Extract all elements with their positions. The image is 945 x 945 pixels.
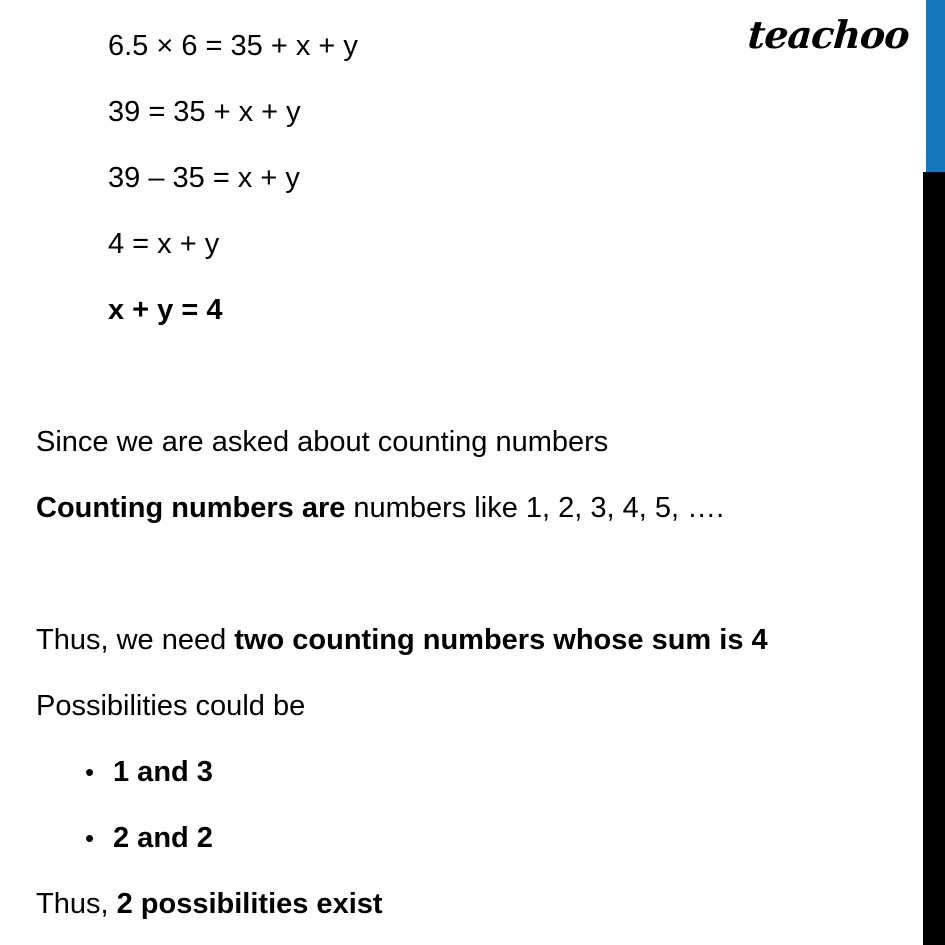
equation-result-line: x + y = 4 [108, 294, 223, 326]
bullet-item-1 [0, 739, 920, 805]
bullet-item-text: 1 and 3 [113, 756, 213, 788]
paragraph-since: Since we are asked about counting numbers [36, 426, 609, 458]
equation-line-2: 39 = 35 + x + y [108, 96, 301, 128]
spacer [0, 541, 920, 607]
equation-line-3: 39 – 35 = x + y [108, 162, 300, 194]
spacer [0, 343, 920, 409]
bullet-item-2 [0, 805, 920, 871]
right-edge-blue-bar [926, 0, 945, 172]
paragraph-counting-numbers [0, 475, 920, 541]
bullet-icon: • [85, 823, 95, 853]
counting-numbers-bold-text: Counting numbers are [36, 492, 346, 524]
counting-numbers-rest-text: numbers like 1, 2, 3, 4, 5, …. [345, 492, 725, 524]
conclusion-plain-text: Thus, [36, 888, 117, 920]
paragraph-possibilities: Possibilities could be [36, 690, 306, 722]
bullet-item-text: 2 and 2 [113, 822, 213, 854]
paragraph-thus-need [0, 607, 920, 673]
thus-need-bold-text: two counting numbers whose sum is 4 [234, 624, 768, 656]
equation-line-4: 4 = x + y [108, 228, 220, 260]
solution-content [0, 13, 920, 937]
bullet-icon: • [85, 757, 95, 787]
right-edge-black-bar [923, 172, 945, 945]
paragraph-conclusion [0, 871, 920, 937]
conclusion-bold-text: 2 possibilities exist [116, 888, 383, 920]
thus-need-plain-text: Thus, we need [36, 624, 235, 656]
teachoo-logo: teachoo [746, 12, 911, 57]
equation-line-1: 6.5 × 6 = 35 + x + y [108, 30, 358, 62]
